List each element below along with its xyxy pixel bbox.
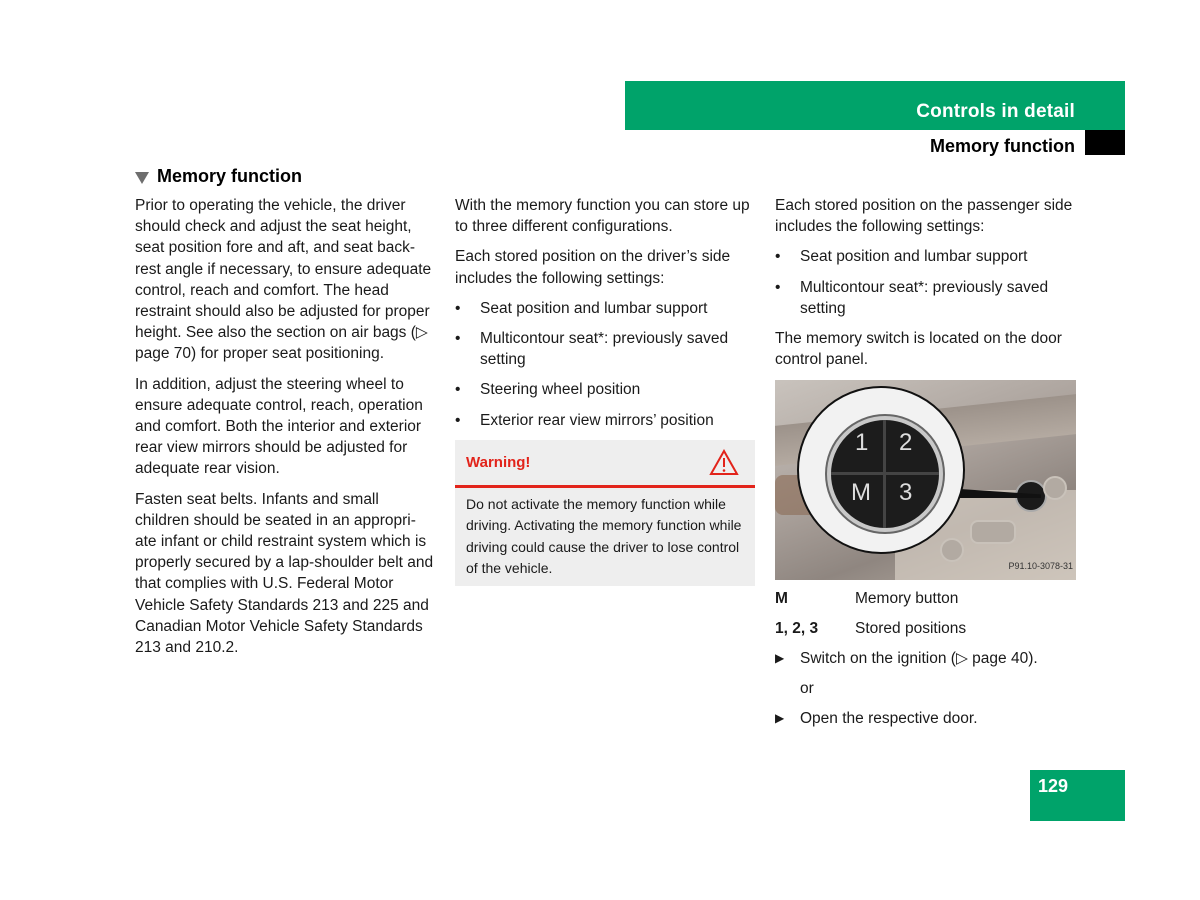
triangle-down-icon — [135, 172, 149, 184]
list-item — [455, 379, 755, 400]
bullet-icon: • — [455, 411, 461, 429]
step-text: Switch on the ignition (▷ page 40). — [800, 650, 1038, 668]
column-3 — [775, 195, 1075, 730]
bullet-icon: • — [775, 248, 781, 266]
column-2 — [455, 195, 755, 586]
list-item-text: Seat position and lumbar support — [800, 248, 1028, 266]
memory-switch-knob — [827, 416, 943, 532]
bullet-icon: • — [455, 381, 461, 399]
button-3-label: 3 — [899, 479, 913, 507]
list-item — [455, 328, 755, 370]
step-text: Open the respective door. — [800, 710, 978, 728]
legend-row — [775, 617, 1075, 640]
paragraph: The memory switch is located on the door control panel. — [775, 330, 1062, 369]
legend-desc: Stored positions — [855, 620, 967, 638]
legend-row — [775, 587, 1075, 610]
section-heading — [135, 166, 302, 187]
bullet-icon: • — [455, 330, 461, 348]
button-2-label: 2 — [899, 429, 913, 457]
list-item-text: Steering wheel position — [480, 381, 641, 399]
memory-switch-figure — [775, 380, 1076, 580]
legend-desc: Memory button — [855, 590, 959, 608]
legend-key: 1, 2, 3 — [775, 620, 819, 638]
button-1-label: 1 — [855, 429, 869, 457]
divider — [883, 420, 886, 528]
list-item-text: Exterior rear view mirrors’ position — [480, 411, 714, 429]
list-item — [775, 246, 1075, 267]
paragraph: Each stored position on the driver’s side includes the following settings: — [455, 248, 731, 287]
bullet-icon: • — [775, 278, 781, 296]
paragraph: With the memory function you can store up to three different configurations. — [455, 197, 750, 236]
section-header: Memory function — [929, 136, 1075, 156]
or-text: or — [800, 680, 814, 698]
paragraph: Fasten seat belts. Infants and small children should be seated in an appropri-ate infant or child restraint system which is properly secured by a lap-shoulder belt and that complies with U.S. Federal Motor Vehicle Safety Standards 213 and 225 and Canadian Motor Vehicle Safety Standards 213 and 210.2. — [135, 490, 434, 657]
list-item — [455, 298, 755, 319]
instruction-step — [775, 647, 1075, 670]
warning-triangle-icon — [709, 449, 739, 476]
warning-label: Warning! — [466, 453, 531, 471]
bullet-icon: • — [455, 299, 461, 317]
step-arrow-icon: ▶ — [775, 651, 785, 666]
list-item — [455, 410, 755, 431]
magnifier-callout — [797, 386, 965, 554]
paragraph: Prior to operating the vehicle, the driver should check and adjust the seat height, seat position fore and aft, and seat back-rest angle if necessary, to ensure adequate control, reach and comfort. The head restraint should also be adjusted for proper height. See also the section on air bags (▷ page 70) for proper seat positioning. — [135, 197, 432, 363]
chapter-header-bar — [625, 81, 1125, 130]
figure-code: P91.10-3078-31 — [1008, 561, 1073, 572]
warning-header — [455, 440, 755, 488]
step-arrow-icon: ▶ — [775, 711, 785, 726]
page-number-box — [1030, 770, 1125, 821]
list-item-text: Seat position and lumbar support — [480, 299, 708, 317]
chapter-title: Controls in detail — [916, 101, 1075, 122]
column-1 — [135, 195, 435, 667]
list-item — [775, 277, 1075, 319]
legend-key: M — [775, 590, 788, 608]
section-marker — [1085, 130, 1125, 155]
instruction-step — [775, 707, 1075, 730]
list-item-text: Multicontour seat*: previously saved setting — [480, 330, 729, 369]
paragraph: Each stored position on the passenger side includes the following settings: — [775, 197, 1073, 236]
paragraph: In addition, adjust the steering wheel to ensure adequate control, reach, operation and comfort. Both the interior and exterior rear view mirrors should be adjusted for adequate rear vision. — [135, 375, 423, 478]
warning-box — [455, 440, 755, 586]
warning-body: Do not activate the memory function while driving. Activating the memory function while driving could cause the driver to lose control of the vehicle. — [466, 495, 742, 577]
list-item-text: Multicontour seat*: previously saved setting — [800, 278, 1049, 317]
button-m-label: M — [851, 479, 871, 507]
page-number: 129 — [1038, 776, 1069, 796]
section-heading-text: Memory function — [157, 166, 303, 186]
seat-adjust-switch — [970, 520, 1016, 544]
